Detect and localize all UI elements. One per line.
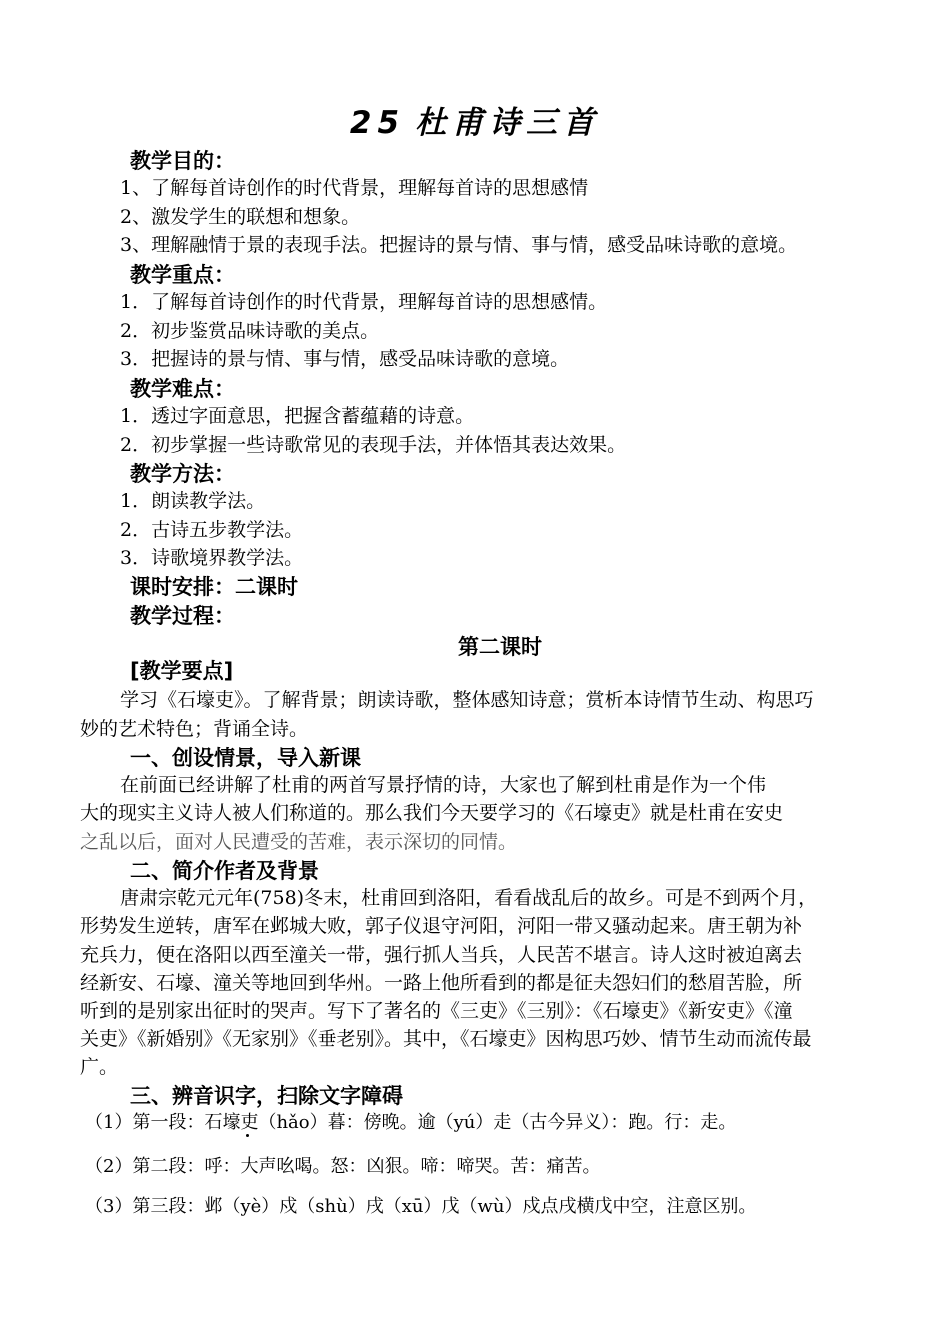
process-heading: 教学过程： xyxy=(130,604,235,628)
method-item: 3．诗歌境界教学法。 xyxy=(120,547,304,569)
objective-item: 3、理解融情于景的表现手法。把握诗的景与情、事与情，感受品味诗歌的意境。 xyxy=(120,234,798,256)
lesson-session-title: 第二课时 xyxy=(458,635,542,659)
difficulty-item: 1．透过字面意思，把握含蓄蕴藉的诗意。 xyxy=(120,405,475,427)
key-heading: [教学要点] xyxy=(130,659,234,683)
objective-item: 2、激发学生的联想和想象。 xyxy=(120,206,361,228)
page-title xyxy=(0,97,950,142)
method-item: 1．朗读教学法。 xyxy=(120,490,266,512)
part3-item: （2）第二段：呼：大声吆喝。怒：凶狠。啼：啼哭。苦：痛苦。 xyxy=(85,1156,601,1177)
key-point-item: 2．初步鉴赏品味诗歌的美点。 xyxy=(120,320,380,342)
method-item: 2．古诗五步教学法。 xyxy=(120,519,304,541)
part1-line: 在前面已经讲解了杜甫的两首写景抒情的诗，大家也了解到杜甫是作为一个伟 xyxy=(120,774,767,796)
key-point-item: 3．把握诗的景与情、事与情，感受品味诗歌的意境。 xyxy=(120,348,570,370)
part2-line: 唐肃宗乾元元年(758)冬末，杜甫回到洛阳，看看战乱后的故乡。可是不到两个月， xyxy=(120,887,818,909)
part3-heading: 三、辨音识字，扫除文字障碍 xyxy=(130,1084,403,1108)
part2-line: 听到的是别家出征时的哭声。写下了著名的《三吏》《三别》：《石壕吏》《新安吏》《潼 xyxy=(80,1000,793,1022)
part3-item: （1）第一段：石壕吏（hǎo）暮：傍晚。逾（yú）走（古今异义）：跑。行：走。 xyxy=(85,1112,737,1133)
objectives-heading: 教学目的： xyxy=(130,149,235,173)
key-points-heading: 教学重点： xyxy=(130,263,235,287)
part1-heading: 一、创设情景，导入新课 xyxy=(130,746,361,770)
difficulties-heading: 教学难点： xyxy=(130,377,235,401)
part2-line: 形势发生逆转，唐军在邺城大败，郭子仪退守河阳，河阳一带又骚动起来。唐王朝为补 xyxy=(80,915,803,937)
part3-item: （3）第三段：邺（yè）戍（shù）戌（xū）戊（wù）戍点戌横戊中空，注意区别。 xyxy=(85,1196,757,1217)
methods-heading: 教学方法： xyxy=(130,462,235,486)
objective-item: 1、了解每首诗创作的时代背景，理解每首诗的思想感情 xyxy=(120,177,589,199)
part1-line: 大的现实主义诗人被人们称道的。那么我们今天要学习的《石壕吏》就是杜甫在安史 xyxy=(80,802,784,824)
part2-heading: 二、简介作者及背景 xyxy=(130,859,319,883)
schedule-heading: 课时安排：二课时 xyxy=(130,575,298,599)
part2-line: 经新安、石壕、潼关等地回到华州。一路上他所看到的都是征夫怨妇们的愁眉苦脸，所 xyxy=(80,972,803,994)
key-point-item: 1．了解每首诗创作的时代背景，理解每首诗的思想感情。 xyxy=(120,291,608,313)
part2-line: 充兵力，便在洛阳以西至潼关一带，强行抓人当兵，人民苦不堪言。诗人这时被迫离去 xyxy=(80,944,803,966)
lesson-number: 25 xyxy=(349,105,406,141)
emphasis-dot xyxy=(246,1134,249,1137)
key-text-line: 妙的艺术特色；背诵全诗。 xyxy=(80,718,309,740)
difficulty-item: 2．初步掌握一些诗歌常见的表现手法，并体悟其表达效果。 xyxy=(120,434,627,456)
lesson-title: 杜甫诗三首 xyxy=(415,105,601,141)
part1-line: 之乱以后，面对人民遭受的苦难，表示深切的同情。 xyxy=(80,831,518,853)
part2-line: 关吏》《新婚别》《无家别》《垂老别》。其中，《石壕吏》因构思巧妙、情节生动而流传最 xyxy=(80,1028,812,1050)
part2-line: 广。 xyxy=(80,1056,119,1078)
key-text-line: 学习《石壕吏》。了解背景；朗读诗歌，整体感知诗意；赏析本诗情节生动、构思巧 xyxy=(120,689,814,711)
